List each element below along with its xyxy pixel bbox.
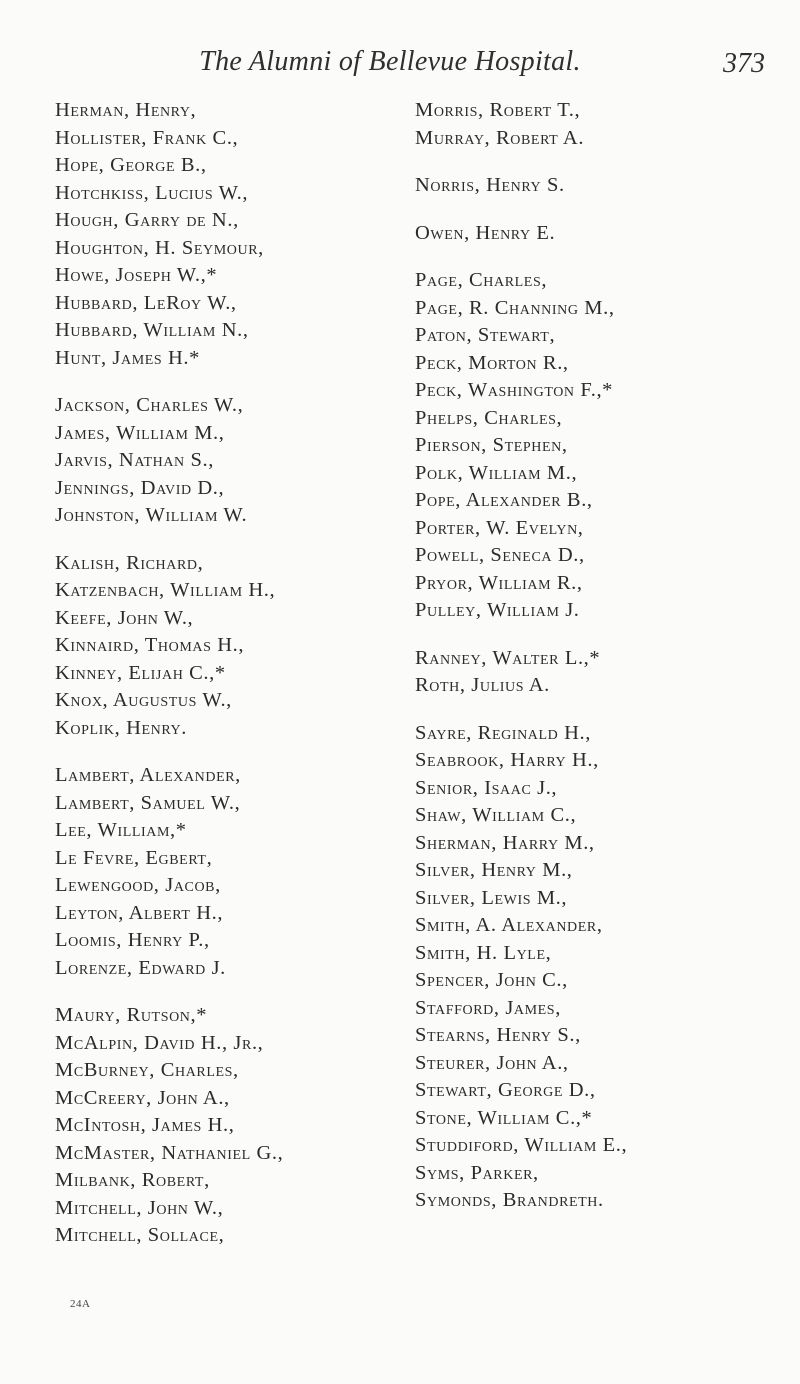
alumni-name-entry: Stafford, James, [415, 996, 561, 1019]
alumni-name-entry: Stewart, George D., [415, 1079, 596, 1101]
group-spacer [55, 982, 445, 1002]
alumni-name-entry: Le Fevre, Egbert, [55, 846, 213, 869]
alumni-name-entry: Hotchkiss, Lucius W., [55, 181, 249, 204]
name-group [415, 97, 800, 152]
group-spacer [415, 200, 800, 220]
alumni-name-entry: Smith, A. Alexander, [415, 914, 603, 936]
name-group [415, 720, 800, 1215]
name-group [55, 1002, 445, 1250]
alumni-name-entry: Owen, Henry E. [415, 221, 556, 244]
alumni-name-entry: Pierson, Stephen, [415, 434, 568, 456]
alumni-name-entry: Mitchell, John W., [55, 1196, 224, 1219]
alumni-name-entry: Hubbard, LeRoy W., [55, 291, 237, 314]
alumni-name-entry: Powell, Seneca D., [415, 544, 585, 566]
alumni-name-entry: Hough, Garry de N., [55, 209, 239, 231]
alumni-name-entry: Studdiford, William E., [415, 1134, 628, 1156]
alumni-name-entry: Loomis, Henry P., [55, 929, 210, 951]
alumni-name-entry: Peck, Washington F.,* [415, 379, 614, 401]
alumni-name-entry: Pope, Alexander B., [415, 489, 593, 511]
alumni-name-entry: Senior, Isaac J., [415, 776, 558, 799]
running-title: The Alumni of Bellevue Hospital. [199, 46, 581, 77]
alumni-name-entry: Seabrook, Harry H., [415, 749, 599, 771]
alumni-name-entry: Sayre, Reginald H., [415, 721, 591, 744]
alumni-name-entry: Steurer, John A., [415, 1051, 569, 1074]
alumni-name-entry: Kinney, Elijah C.,* [55, 661, 226, 684]
alumni-name-entry: McCreery, John A., [55, 1086, 230, 1109]
alumni-name-entry: James, William M., [55, 421, 225, 444]
alumni-name-entry: Page, R. Channing M., [415, 296, 615, 319]
alumni-name-entry: Hope, George B., [55, 154, 207, 176]
name-group [415, 172, 800, 200]
alumni-name-entry: Porter, W. Evelyn, [415, 516, 584, 539]
name-group [55, 762, 445, 982]
alumni-name-entry: Mitchell, Sollace, [55, 1224, 225, 1246]
alumni-name-entry: Spencer, John C., [415, 969, 568, 991]
group-spacer [55, 742, 445, 762]
alumni-name-entry: Paton, Stewart, [415, 324, 556, 346]
group-spacer [415, 625, 800, 645]
alumni-name-entry: McAlpin, David H., Jr., [55, 1031, 264, 1054]
name-group [55, 392, 445, 530]
alumni-name-entry: Silver, Lewis M., [415, 886, 568, 909]
group-spacer [55, 372, 445, 392]
alumni-name-entry: Peck, Morton R., [415, 351, 569, 374]
alumni-name-entry: Sherman, Harry M., [415, 831, 595, 854]
alumni-name-entry: Jennings, David D., [55, 476, 225, 499]
alumni-name-entry: Pryor, William R., [415, 571, 583, 594]
alumni-name-entry: Phelps, Charles, [415, 406, 563, 429]
group-spacer [55, 530, 445, 550]
left-column [55, 97, 445, 1250]
name-group [55, 97, 445, 372]
signature-mark: 24A [70, 1298, 91, 1310]
alumni-name-entry: Symonds, Brandreth. [415, 1189, 604, 1211]
alumni-name-entry: Jackson, Charles W., [55, 394, 244, 416]
alumni-name-entry: Herman, Henry, [55, 99, 197, 121]
alumni-name-entry: Howe, Joseph W.,* [55, 264, 218, 286]
name-group [415, 220, 800, 248]
alumni-name-entry: Hubbard, William N., [55, 319, 249, 341]
alumni-name-entry: Shaw, William C., [415, 804, 577, 826]
alumni-name-entry: Milbank, Robert, [55, 1169, 210, 1191]
group-spacer [415, 700, 800, 720]
right-column [415, 97, 800, 1215]
alumni-name-entry: Hollister, Frank C., [55, 126, 239, 149]
alumni-name-entry: McMaster, Nathaniel G., [55, 1141, 284, 1164]
alumni-name-entry: Norris, Henry S. [415, 174, 565, 196]
alumni-name-entry: Katzenbach, William H., [55, 579, 276, 601]
group-spacer [415, 247, 800, 267]
alumni-name-entry: Houghton, H. Seymour, [55, 236, 264, 259]
alumni-name-entry: Johnston, William W. [55, 504, 248, 526]
alumni-name-entry: Leyton, Albert H., [55, 901, 224, 924]
alumni-name-entry: Pulley, William J. [415, 599, 580, 621]
alumni-name-entry: McBurney, Charles, [55, 1059, 239, 1081]
alumni-name-entry: Stearns, Henry S., [415, 1024, 581, 1046]
alumni-name-entry: Lewengood, Jacob, [55, 874, 221, 896]
name-group [415, 267, 800, 625]
alumni-name-entry: Ranney, Walter L.,* [415, 646, 601, 669]
alumni-name-entry: Syms, Parker, [415, 1161, 539, 1184]
alumni-name-entry: Hunt, James H.* [55, 346, 201, 369]
alumni-name-entry: Silver, Henry M., [415, 859, 573, 881]
name-group [415, 645, 800, 700]
alumni-name-entry: Keefe, John W., [55, 606, 194, 629]
name-group [55, 550, 445, 743]
alumni-name-entry: Maury, Rutson,* [55, 1004, 208, 1026]
page-header [0, 40, 800, 90]
alumni-name-entry: Lorenze, Edward J. [55, 956, 226, 979]
alumni-name-entry: Jarvis, Nathan S., [55, 449, 214, 471]
alumni-name-entry: Smith, H. Lyle, [415, 941, 552, 964]
alumni-name-entry: McIntosh, James H., [55, 1114, 235, 1136]
alumni-name-entry: Stone, William C.,* [415, 1106, 593, 1129]
alumni-name-entry: Polk, William M., [415, 461, 578, 484]
alumni-name-entry: Lambert, Samuel W., [55, 791, 241, 814]
alumni-name-entry: Roth, Julius A. [415, 674, 550, 696]
alumni-name-entry: Kinnaird, Thomas H., [55, 634, 245, 656]
alumni-name-entry: Koplik, Henry. [55, 716, 187, 739]
group-spacer [415, 152, 800, 172]
alumni-name-entry: Kalish, Richard, [55, 551, 204, 574]
alumni-name-entry: Page, Charles, [415, 269, 548, 291]
alumni-name-entry: Murray, Robert A. [415, 126, 585, 149]
page-number: 373 [723, 48, 765, 79]
alumni-name-entry: Lee, William,* [55, 819, 187, 841]
alumni-name-entry: Morris, Robert T., [415, 99, 581, 121]
alumni-name-entry: Lambert, Alexander, [55, 764, 241, 786]
alumni-name-entry: Knox, Augustus W., [55, 689, 232, 711]
